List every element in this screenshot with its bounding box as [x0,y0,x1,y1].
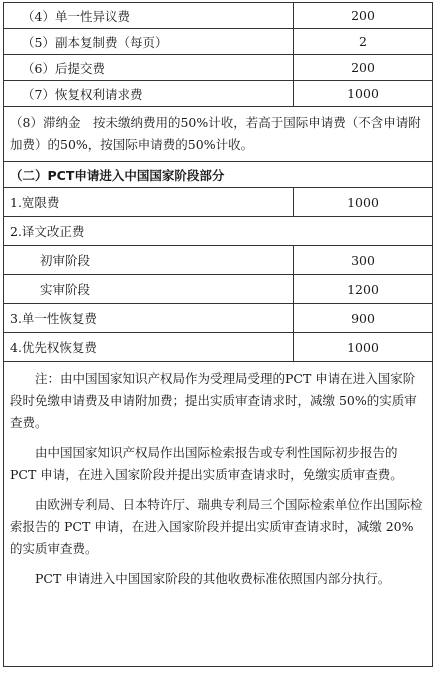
fee-label: 实审阶段 [4,275,294,304]
table-row [4,3,433,29]
table-row [4,275,433,304]
fee-label: 1.宽限费 [4,188,294,217]
fee-table [3,2,433,667]
section-heading: （二）PCT申请进入中国国家阶段部分 [4,162,433,188]
fee-label: 2.译文改正费 [4,217,433,246]
table-row [4,162,433,188]
table-row [4,333,433,362]
fee-label: 4.优先权恢复费 [4,333,294,362]
table-row [4,55,433,81]
table-row [4,29,433,55]
table-row [4,217,433,246]
fee-amount: 1000 [294,333,433,362]
note-paragraph: PCT 申请进入中国国家阶段的其他收费标准依照国内部分执行。 [35,571,391,586]
fee-amount: 200 [294,3,433,29]
fee-amount: 900 [294,304,433,333]
late-fee-note: （8）滞纳金 按未缴纳费用的50%计收，若高于国际申请费（不含申请附加费）的50%，按国际申请费的50%计收。 [4,107,433,162]
fee-amount: 1200 [294,275,433,304]
fee-label: 初审阶段 [4,246,294,275]
table-row [4,81,433,107]
table-row [4,107,433,162]
fee-amount: 1000 [294,81,433,107]
fee-label: （4）单一性异议费 [4,3,294,29]
note-paragraph: 由欧洲专利局、日本特许厅、瑞典专利局三个国际检索单位作出国际检索报告的 PCT 申请，在进入国家阶段并提出实质审查请求时，减缴 20%的实质审查费。 [10,497,423,556]
fee-amount: 200 [294,55,433,81]
fee-label: （6）后提交费 [4,55,294,81]
fee-label: （5）副本复制费（每页） [4,29,294,55]
note-paragraph: 由中国国家知识产权局作出国际检索报告或专利性国际初步报告的 PCT 申请，在进入国家阶段并提出实质审查请求时，免缴实质审查费。 [10,445,403,482]
table-row [4,304,433,333]
table-row [4,188,433,217]
note-paragraph: 注：由中国国家知识产权局作为受理局受理的PCT 申请在进入国家阶段时免缴申请费及申请附加费；提出实质审查请求时，减缴 50%的实质审查费。 [10,371,417,430]
fee-label: （7）恢复权利请求费 [4,81,294,107]
table-row [4,246,433,275]
fee-amount: 300 [294,246,433,275]
table-row [4,362,433,667]
fee-amount: 2 [294,29,433,55]
fee-amount: 1000 [294,188,433,217]
notes-cell [4,362,433,667]
fee-label: 3.单一性恢复费 [4,304,294,333]
